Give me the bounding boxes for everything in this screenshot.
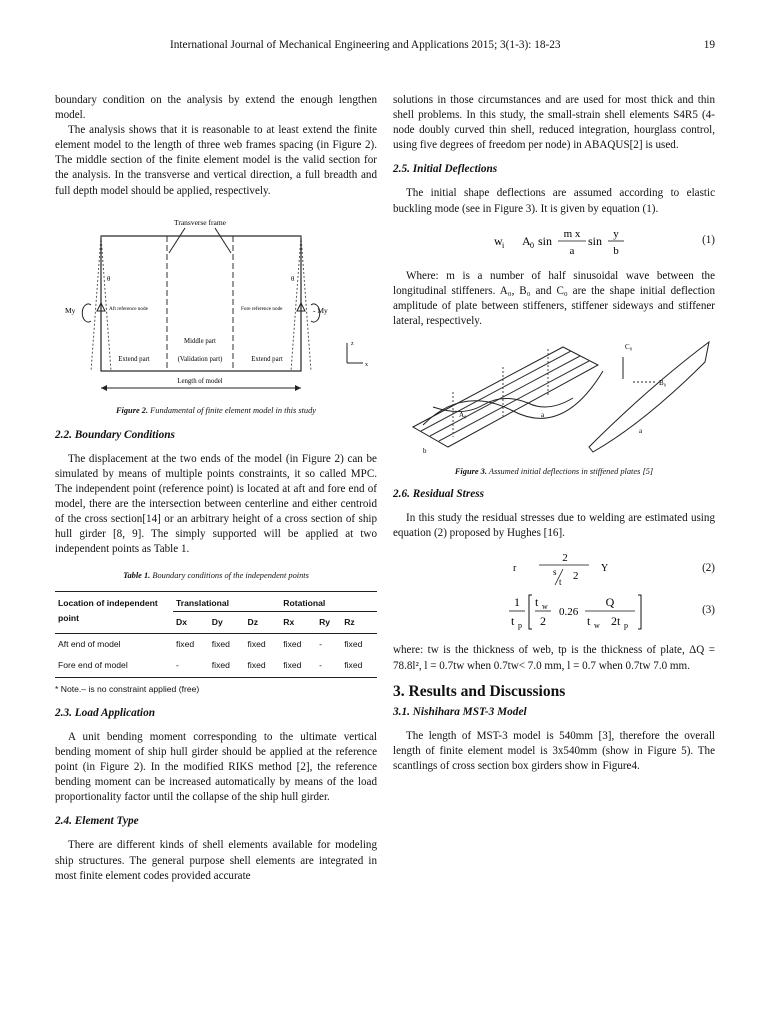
paragraph: Where: m is a number of half sinusoidal wave between the longitudinal stiffeners. A₀, B₀ and C₀ are the shape initial deflection amplitude of plate between stiffeners, stiffener sideways and stiffener lateral, respectively. [393, 269, 715, 327]
equation-2-formula [503, 549, 723, 587]
equation-2 [393, 549, 715, 587]
table-row: Fore end of model - fixed fixed fixed - fixed [55, 655, 377, 677]
svg-text:sin: sin [588, 233, 603, 248]
section-heading-2-5: 2.5. Initial Deflections [393, 163, 498, 176]
svg-text:r: r [513, 563, 517, 575]
paragraph: A unit bending moment corresponding to the ultimate vertical bending moment of ship hull girder should be applied at the reference point (in Figure 2). In the modified RIKS method [2], the reference bending moment can be increased automatically by means of the load proportionality factor until the collapse of the ship hull girder. [55, 730, 377, 804]
svg-text:2: 2 [573, 570, 579, 583]
svg-text:0.26: 0.26 [559, 606, 579, 619]
section-heading-2-6: 2.6. Residual Stress [393, 488, 485, 501]
svg-text:t: t [587, 614, 591, 629]
running-header [170, 38, 715, 53]
svg-text:sin: sin [538, 233, 553, 248]
label-validation-part: (Validation part) [177, 355, 223, 363]
col-dy: Dy [211, 616, 223, 627]
paragraph: where: tw is the thickness of web, tp is the thickness of plate, ΔQ = 78.8l², l = 0.7tw when 0.7tw< 7.0 mm, l = 0.7 when 0.7tw 7.0 mm. [393, 644, 715, 672]
svg-text:2: 2 [562, 552, 568, 565]
figure-3-caption: Figure 3. Assumed initial deflections in stiffened plates [5] [454, 467, 654, 477]
label-a0: A₀ [459, 411, 467, 420]
col-ry: Ry [319, 616, 331, 627]
svg-text:Q: Q [605, 595, 615, 610]
col-dx: Dx [176, 616, 187, 627]
paragraph: The displacement at the two ends of the model (in Figure 2) can be simulated by means of multiple points constraints, it so called MPC. The independent point (reference point) is located at aft and fore end of model, there are the intersection between centerline and either centroid of the cross section[14] or an arbitrary height of a cross section of ship hull girder [8, 9]. The simply supported will be applied at two independent points as Table 1. [55, 452, 377, 556]
label-middle-part: Middle part [184, 337, 216, 345]
equation-2-number: (2) [702, 562, 715, 575]
svg-text:m x: m x [563, 227, 581, 240]
axis-x-label: x [365, 361, 368, 368]
paragraph: solutions in those circumstances and are used for most thick and thin shell problems. In this study, the small-strain shell elements S4R5 (4-node doubly curved thin shell, reduced integration, hourglass control, using five degrees of freedom per node) in ABAQUS[2] is used. [393, 94, 715, 152]
col-rx: Rx [283, 616, 295, 627]
svg-text:1: 1 [514, 595, 520, 610]
col-rotational: Rotational [280, 591, 377, 611]
journal-title: International Journal of Mechanical Engineering and Applications 2015; 3(1-3): 18-23 [170, 39, 561, 51]
equation-3-number: (3) [702, 604, 715, 617]
svg-text:w: w [542, 602, 548, 612]
label-my-right: - My [313, 305, 328, 315]
col-dz: Dz [247, 616, 259, 627]
section-heading-2-2: 2.2. Boundary Conditions [55, 428, 175, 441]
col-translational: Translational [173, 591, 280, 611]
equation-3 [393, 591, 715, 633]
label-aft-node: Aft reference node [109, 305, 148, 312]
equation-1-number: (1) [702, 233, 715, 246]
equation-3-formula [505, 591, 755, 633]
figure-2-diagram [55, 213, 377, 401]
label-theta-left: θ [107, 274, 111, 283]
section-heading-3: 3. Results and Discussions [393, 682, 566, 700]
svg-text:Y: Y [601, 563, 609, 575]
svg-text:p: p [624, 621, 628, 631]
paragraph: The initial shape deflections are assumed according to elastic buckling mode (see in Figure 3). It is given by equation (1). [393, 187, 715, 215]
svg-text:b: b [613, 244, 619, 257]
page-number: 19 [703, 39, 715, 51]
svg-text:w: w [594, 621, 600, 631]
label-c0: C₀ [625, 343, 633, 352]
svg-text:t: t [559, 577, 562, 588]
paragraph: There are different kinds of shell elements available for modeling ship structures. The general purpose shell elements are integrated in most finite element codes provided accurate [55, 839, 377, 882]
table-row: Aft end of model fixed fixed fixed fixed - fixed [58, 638, 363, 649]
label-theta-right: θ [291, 274, 295, 283]
equation-1 [393, 223, 715, 263]
paragraph: boundary condition on the analysis by extend the enough lengthen model. [55, 94, 377, 122]
svg-text:p: p [518, 621, 522, 631]
section-heading-2-3: 2.3. Load Application [55, 706, 156, 719]
svg-text:2: 2 [540, 614, 546, 629]
svg-text:0: 0 [530, 240, 534, 250]
label-b0: B₀ [659, 379, 667, 388]
table-note: * Note.– is no constraint applied (free) [55, 683, 200, 694]
section-heading-3-1: 3.1. Nishihara MST-3 Model [393, 705, 527, 718]
label-b: b [423, 447, 427, 456]
col-rz: Rz [344, 616, 355, 627]
left-column [55, 93, 377, 884]
svg-text:A: A [522, 233, 531, 248]
svg-text:y: y [613, 227, 619, 240]
section-heading-2-4: 2.4. Element Type [55, 815, 139, 828]
svg-text:t: t [511, 614, 515, 629]
svg-text:i: i [502, 240, 505, 250]
label-a: a [541, 411, 545, 420]
axis-z-label: z [351, 340, 354, 347]
paragraph: The length of MST-3 model is 540mm [3], therefore the overall length of finite element model is 3x540mm (show in Figure 5). The scantlings of cross section box girders show in Figure4. [393, 729, 715, 772]
svg-text:t: t [535, 595, 539, 610]
label-a-right: a [639, 427, 643, 436]
svg-text:s: s [553, 567, 557, 578]
paragraph: In this study the residual stresses due to welding are estimated using equation (2) proposed by Hughes [16]. [393, 512, 715, 540]
svg-text:w: w [494, 233, 503, 248]
label-extend-part-left: Extend part [118, 355, 150, 363]
figure-3-diagram [393, 337, 715, 463]
figure-2-caption: Figure 2. Fundamental of finite element model in this study [115, 405, 317, 415]
paragraph: The analysis shows that it is reasonable to at least extend the finite element model to the length of three web frames spacing (in Figure 2). The middle section of the finite element model is the valid section for the analysis. In the transverse and vertical direction, a full breadth and full depth model should be applied, respectively. [55, 124, 377, 197]
svg-text:a: a [569, 244, 575, 257]
equation-1-formula [488, 223, 738, 259]
right-column [393, 93, 715, 774]
table-1-caption: Table 1. Boundary conditions of the independent points [123, 570, 309, 580]
col-location: Location of independent point [55, 591, 173, 633]
label-length-of-model: Length of model [177, 377, 223, 385]
svg-text:2t: 2t [611, 614, 621, 629]
boundary-conditions-table [55, 591, 377, 678]
label-extend-part-right: Extend part [251, 355, 283, 363]
label-transverse-frame: Transverse frame [174, 217, 226, 227]
label-my-left: My [65, 305, 76, 315]
label-fore-node: Fore reference node [241, 305, 283, 312]
